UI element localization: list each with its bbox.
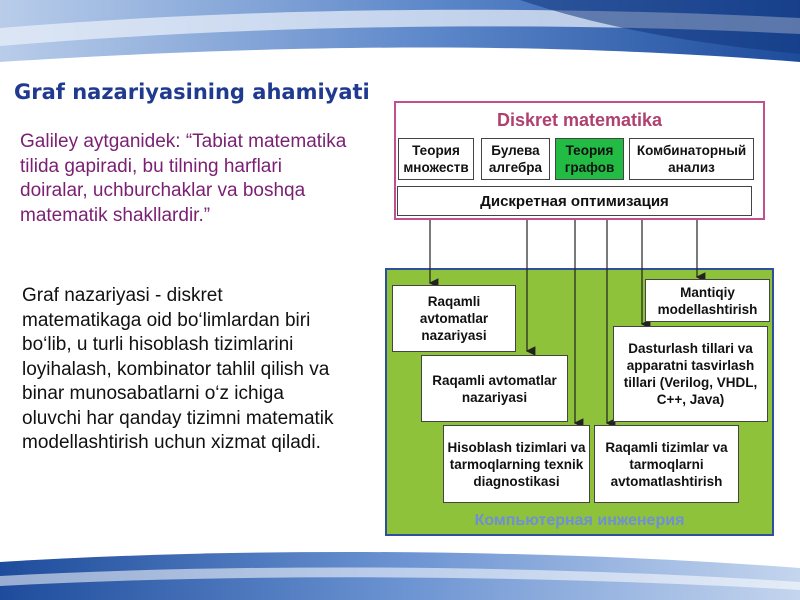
box-digital-automata-2: Raqamli avtomatlar nazariyasi	[421, 355, 568, 422]
box-combinatorics: Комбинаторный анализ	[629, 138, 754, 180]
box-diagnostics: Hisoblash tizimlari va tarmoqlarning texnik diagnostikasi	[443, 425, 590, 503]
box-boolean-algebra: Булева алгебра	[481, 138, 550, 180]
box-graph-theory: Теория графов	[555, 138, 624, 180]
box-automation: Raqamli tizimlar va tarmoqlarni avtomatlashtirish	[594, 425, 739, 503]
computer-engineering-label: Компьютерная инженерия	[474, 512, 685, 529]
box-logic-modeling: Mantiqiy modellashtirish	[645, 279, 770, 322]
box-programming-languages: Dasturlash tillari va apparatni tasvirlash tillari (Verilog, VHDL, C++, Java)	[613, 326, 768, 422]
box-discrete-optimization: Дискретная оптимизация	[397, 186, 752, 216]
discrete-math-title: Diskret matematika	[496, 110, 663, 130]
slide-title: Graf nazariyasining ahamiyati	[14, 80, 370, 104]
galileo-quote: Galiley aytganidek: “Tabiat matematika tilida gapiradi, bu tilning harflari doiralar, uchburchaklar va boshqa matematik shakllardir.”	[20, 131, 347, 226]
box-set-theory: Теория множеств	[398, 138, 474, 180]
body-paragraph: Graf nazariyasi - diskret matematikaga oid bo‘limlardan biri bo‘lib, u turli hisoblash tizimlarini loyihalash, kombinator tahlil qilish va binar munosabatlarni o‘z ichiga oluvchi har qanday tizimni matematik modellashtirish uchun xizmat qiladi.	[22, 285, 334, 453]
box-digital-automata-1: Raqamli avtomatlar nazariyasi	[392, 285, 516, 352]
